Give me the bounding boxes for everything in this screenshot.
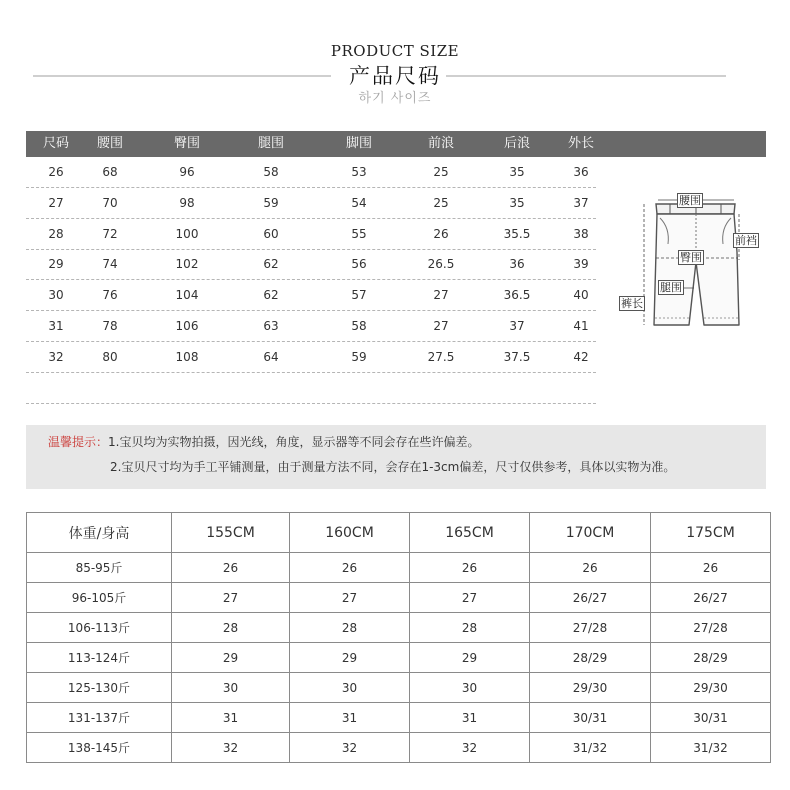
size-cell: 53: [351, 165, 367, 179]
size-cell: 60: [263, 226, 279, 241]
size-recommendation-cell: 26: [172, 553, 290, 583]
size-cell: 70: [102, 195, 118, 210]
weight-table-header-cell: 155CM: [172, 513, 290, 553]
size-cell: 36.5: [503, 288, 531, 303]
pants-diagram: [618, 188, 768, 403]
size-recommendation-cell: 31/32: [530, 733, 651, 763]
size-cell: 32: [48, 349, 64, 364]
size-recommendation-cell: 28/29: [530, 643, 651, 673]
size-recommendation-cell: 32: [290, 733, 410, 763]
weight-table-header-cell: 165CM: [410, 513, 530, 553]
size-cell: 27: [433, 288, 449, 303]
size-column-header: 臀围: [173, 136, 201, 151]
size-recommendation-cell: 32: [172, 733, 290, 763]
weight-height-table: [26, 512, 771, 763]
weight-table-row: [27, 673, 771, 703]
size-recommendation-cell: 26: [410, 553, 530, 583]
weight-table-row: [27, 703, 771, 733]
size-recommendation-cell: 31: [290, 703, 410, 733]
size-recommendation-cell: 28/29: [651, 643, 771, 673]
size-cell: 78: [102, 319, 118, 333]
size-cell: 42: [573, 349, 589, 364]
size-table-row: [26, 249, 596, 280]
size-cell: 58: [351, 319, 367, 333]
size-cell: 68: [102, 165, 118, 179]
size-recommendation-cell: 27: [172, 583, 290, 613]
title-chinese: 产品尺码: [349, 64, 441, 88]
size-column-header: 前浪: [427, 136, 455, 151]
weight-range-cell: 106-113斤: [27, 613, 172, 643]
size-cell: 35: [509, 195, 525, 210]
size-recommendation-cell: 30: [410, 673, 530, 703]
weight-table-row: [27, 583, 771, 613]
size-recommendation-cell: 31: [172, 703, 290, 733]
size-recommendation-cell: 32: [410, 733, 530, 763]
weight-table-header-cell: 体重/身高: [27, 513, 172, 553]
size-cell: 55: [351, 226, 367, 241]
size-cell: 80: [102, 349, 118, 364]
size-recommendation-cell: 29/30: [651, 673, 771, 703]
size-cell: 26: [48, 165, 64, 179]
size-column-header: 脚围: [345, 136, 373, 151]
weight-table-row: [27, 643, 771, 673]
size-recommendation-cell: 27: [410, 583, 530, 613]
size-cell: 35.5: [503, 226, 531, 241]
notice-line-1: [48, 433, 479, 450]
size-recommendation-cell: 26: [530, 553, 651, 583]
size-table-header: [26, 131, 766, 157]
size-cell: 64: [263, 349, 279, 364]
size-recommendation-cell: 29: [410, 643, 530, 673]
size-recommendation-cell: 28: [172, 613, 290, 643]
size-cell: 106: [175, 319, 199, 333]
size-cell: 102: [175, 257, 199, 272]
size-cell: 58: [263, 165, 279, 179]
size-cell: 29: [48, 257, 64, 272]
size-recommendation-cell: 27: [290, 583, 410, 613]
size-recommendation-cell: 29: [172, 643, 290, 673]
weight-range-cell: 125-130斤: [27, 673, 172, 703]
size-cell: 25: [433, 195, 449, 210]
size-cell: 104: [175, 288, 199, 303]
weight-range-cell: 85-95斤: [27, 553, 172, 583]
size-recommendation-cell: 26/27: [530, 583, 651, 613]
size-recommendation-cell: 26: [651, 553, 771, 583]
size-cell: 63: [263, 319, 279, 333]
weight-table-header-row: [27, 513, 771, 553]
size-cell: 36: [509, 257, 525, 272]
size-cell: 62: [263, 288, 279, 303]
weight-table-header-cell: 175CM: [651, 513, 771, 553]
weight-table-row: [27, 733, 771, 763]
size-recommendation-cell: 30: [172, 673, 290, 703]
size-cell: 26.5: [427, 257, 455, 272]
front-rise-label: 前裆: [735, 234, 757, 247]
size-table-row: [26, 280, 596, 311]
size-cell: 62: [263, 257, 279, 272]
size-cell: 37: [509, 319, 525, 333]
size-table-row: [26, 342, 596, 373]
size-table-row: [26, 157, 596, 188]
hip-label: 臀围: [680, 251, 702, 264]
size-cell: 28: [48, 226, 64, 241]
size-cell: 100: [175, 226, 199, 241]
size-cell: 27.5: [427, 349, 455, 364]
title-english: PRODUCT SIZE: [330, 42, 460, 60]
size-cell: 74: [102, 257, 118, 272]
weight-table-header-cell: 170CM: [530, 513, 651, 553]
size-recommendation-cell: 28: [410, 613, 530, 643]
size-cell: 40: [573, 288, 589, 303]
size-column-header: 腿围: [257, 136, 285, 151]
weight-range-cell: 96-105斤: [27, 583, 172, 613]
size-cell: 37.5: [503, 349, 531, 364]
size-cell: 37: [573, 195, 589, 210]
size-cell: 25: [433, 165, 449, 179]
size-cell: 59: [351, 349, 367, 364]
waist-label: 腰围: [679, 194, 701, 207]
size-table-row: [26, 219, 596, 250]
weight-range-cell: 131-137斤: [27, 703, 172, 733]
weight-table-row: [27, 613, 771, 643]
size-recommendation-cell: 30: [290, 673, 410, 703]
size-cell: 54: [351, 195, 367, 210]
size-cell: 56: [351, 257, 367, 272]
size-cell: 31: [48, 319, 64, 333]
size-table-row: [26, 311, 596, 342]
size-recommendation-cell: 26: [290, 553, 410, 583]
title-korean: 하기 사이즈: [358, 91, 432, 106]
size-column-header: 后浪: [503, 136, 531, 151]
size-recommendation-cell: 28: [290, 613, 410, 643]
size-cell: 36: [573, 165, 589, 179]
weight-range-cell: 113-124斤: [27, 643, 172, 673]
notice-text-1: 1.宝贝均为实物拍摄，因光线，角度，显示器等不同会存在些许偏差。: [108, 435, 480, 449]
size-cell: 35: [509, 165, 525, 179]
size-cell: 108: [175, 349, 199, 364]
size-recommendation-cell: 26/27: [651, 583, 771, 613]
size-recommendation-cell: 31: [410, 703, 530, 733]
notice-box: [26, 425, 766, 489]
size-recommendation-cell: 30/31: [530, 703, 651, 733]
size-recommendation-cell: 29: [290, 643, 410, 673]
thigh-label: 腿围: [660, 281, 682, 294]
size-column-header: 外长: [567, 136, 595, 151]
size-column-header: 腰围: [96, 136, 124, 151]
size-table-row: [26, 373, 596, 404]
size-cell: 76: [102, 288, 118, 303]
size-cell: 98: [179, 195, 195, 210]
size-cell: 41: [573, 319, 589, 333]
notice-text-2: 2.宝贝尺寸均为手工平铺测量，由于测量方法不同，会存在1-3cm偏差，尺寸仅供参考，具体以实物为准。: [110, 460, 676, 474]
size-recommendation-cell: 27/28: [530, 613, 651, 643]
size-cell: 30: [48, 288, 64, 303]
size-recommendation-cell: 31/32: [651, 733, 771, 763]
size-cell: 57: [351, 288, 367, 303]
size-recommendation-cell: 27/28: [651, 613, 771, 643]
size-cell: 38: [573, 226, 589, 241]
size-cell: 59: [263, 195, 279, 210]
size-recommendation-cell: 29/30: [530, 673, 651, 703]
size-recommendation-cell: 30/31: [651, 703, 771, 733]
size-column-header: 尺码: [42, 136, 70, 151]
size-cell: 27: [433, 319, 449, 333]
size-table-row: [26, 188, 596, 219]
weight-table-row: [27, 553, 771, 583]
size-cell: 26: [433, 226, 449, 241]
size-cell: 96: [179, 165, 195, 179]
weight-table-header-cell: 160CM: [290, 513, 410, 553]
size-cell: 72: [102, 226, 118, 241]
length-label: 裤长: [621, 297, 643, 310]
notice-prefix: 温馨提示：: [48, 435, 109, 449]
size-cell: 27: [48, 195, 64, 210]
weight-range-cell: 138-145斤: [27, 733, 172, 763]
size-cell: 39: [573, 257, 589, 272]
